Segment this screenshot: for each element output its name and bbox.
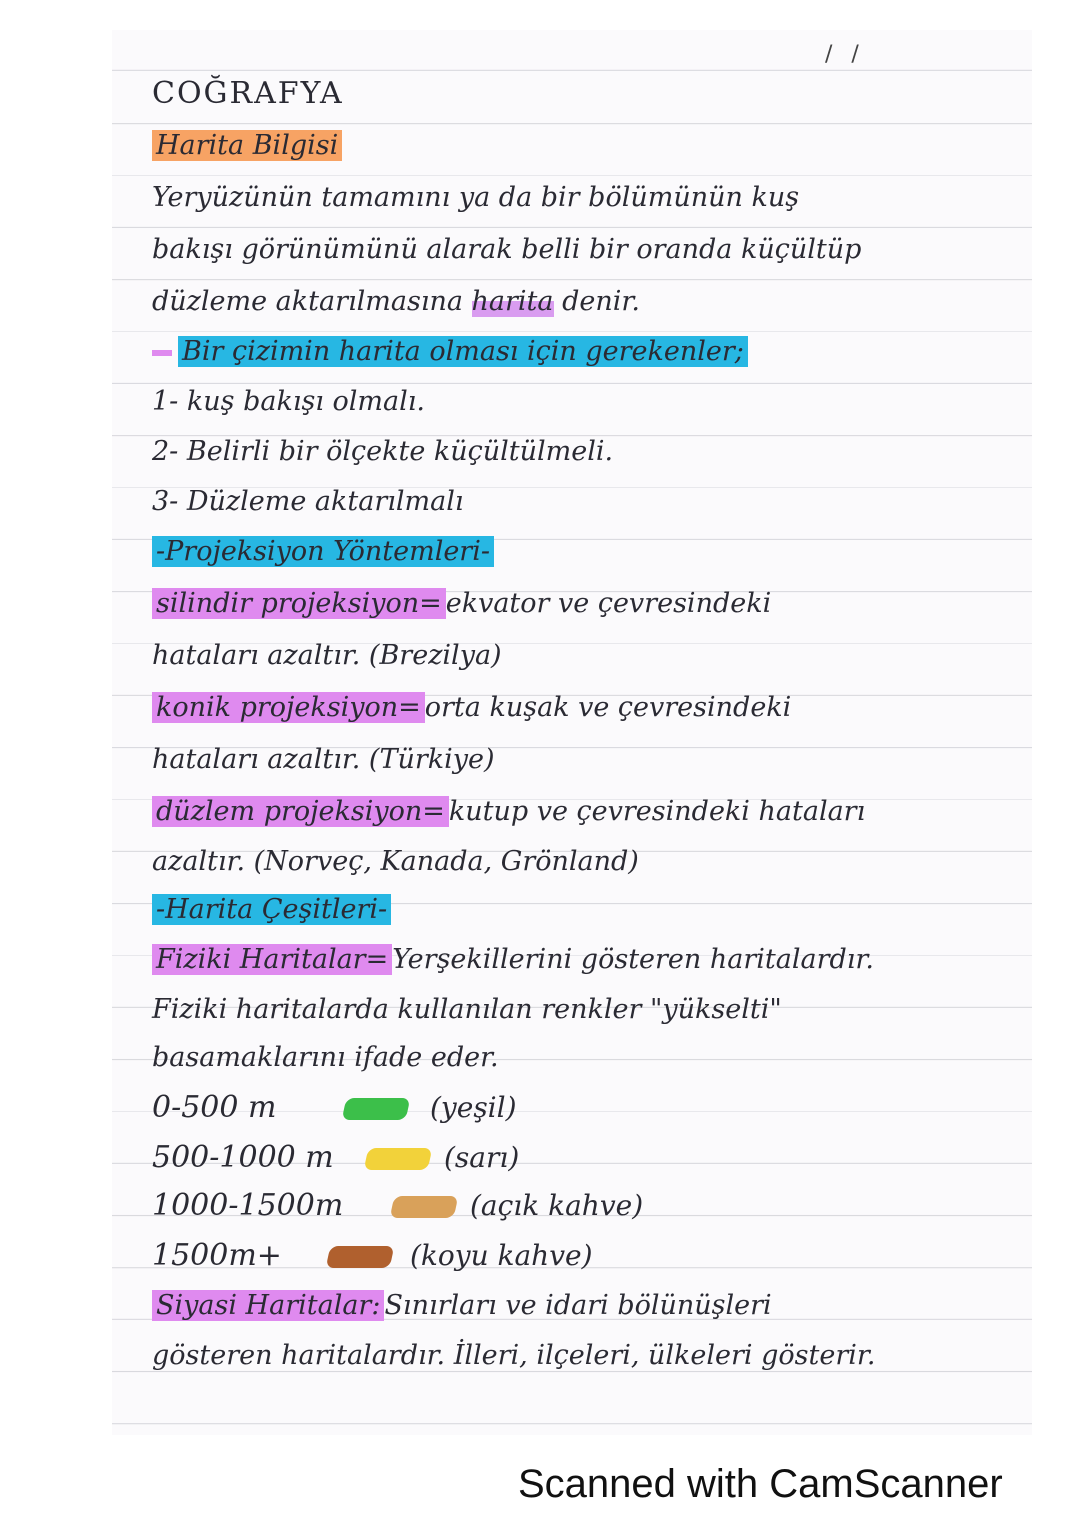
requirement-item: 2- Belirli bir ölçekte küçültülmeli. [152,436,614,467]
projection-term: silindir projeksiyon= [152,588,446,619]
elevation-swatch-green [342,1098,411,1120]
date-mark: / / [825,42,865,67]
projection-heading-text: -Projeksiyon Yöntemleri- [152,536,494,567]
projection-cont: hataları azaltır. (Brezilya) [152,640,502,671]
projection-cont: azaltır. (Norveç, Kanada, Grönland) [152,846,639,877]
physical-maps-line-3: basamaklarını ifade eder. [152,1042,499,1073]
elevation-range: 500-1000 m [152,1140,334,1175]
elevation-color-name: (yeşil) [430,1091,517,1124]
definition-line-3-after: denir. [553,286,640,317]
requirements-heading [152,330,748,380]
map-types-heading-text: -Harita Çeşitleri- [152,894,391,925]
elevation-range: 0-500 m [152,1090,277,1125]
section-heading-text: Harita Bilgisi [152,130,342,161]
elevation-color-name: (açık kahve) [470,1189,644,1222]
projection-desc: ekvator ve çevresindeki [445,588,772,619]
definition-line-1: Yeryüzünün tamamını ya da bir bölümünün kuş [152,182,800,213]
political-maps-term: Siyasi Haritalar: [152,1290,384,1321]
definition-line-3 [152,280,640,330]
elevation-range: 1500m+ [152,1238,282,1273]
definition-term: harita [471,286,554,317]
section-heading [152,124,342,174]
map-types-heading [152,888,391,938]
elevation-color-name: (koyu kahve) [410,1239,593,1272]
political-maps-line [152,1284,772,1334]
projection-desc: orta kuşak ve çevresindeki [424,692,792,723]
elevation-swatch-yellow [364,1148,433,1170]
definition-line-2: bakışı görünümünü alarak belli bir oranda küçültüp [152,234,862,265]
bullet-dash [152,350,172,356]
physical-maps-line-2: Fiziki haritalarda kullanılan renkler "yükselti" [152,994,782,1025]
political-maps-line-2: gösteren haritalardır. İlleri, ilçeleri, ülkeleri gösterir. [152,1340,876,1371]
page-title: COĞRAFYA [152,76,344,111]
elevation-range: 1000-1500m [152,1188,344,1223]
physical-maps-term: Fiziki Haritalar= [152,944,392,975]
political-maps-desc: Sınırları ve idari bölünüşleri [384,1290,772,1321]
elevation-color-name: (sarı) [444,1141,520,1174]
projection-term: düzlem projeksiyon= [152,796,449,827]
projection-desc: kutup ve çevresindeki hataları [448,796,866,827]
projection-cont: hataları azaltır. (Türkiye) [152,744,495,775]
projection-term: konik projeksiyon= [152,692,425,723]
projection-heading [152,530,494,580]
projection-item [152,790,865,840]
definition-line-3-before: düzleme aktarılmasına [152,286,472,317]
requirement-item: 1- kuş bakışı olmalı. [152,386,425,417]
physical-maps-desc: Yerşekillerini gösteren haritalardır. [392,944,874,975]
elevation-swatch-light-brown [390,1196,459,1218]
requirement-item: 3- Düzleme aktarılmalı [152,486,464,517]
projection-item [152,686,791,736]
camscanner-watermark: Scanned with CamScanner [518,1462,1003,1506]
projection-item [152,582,771,632]
elevation-swatch-dark-brown [326,1246,395,1268]
physical-maps-line [152,938,874,988]
requirements-heading-text: Bir çizimin harita olması için gerekenler; [178,336,748,367]
